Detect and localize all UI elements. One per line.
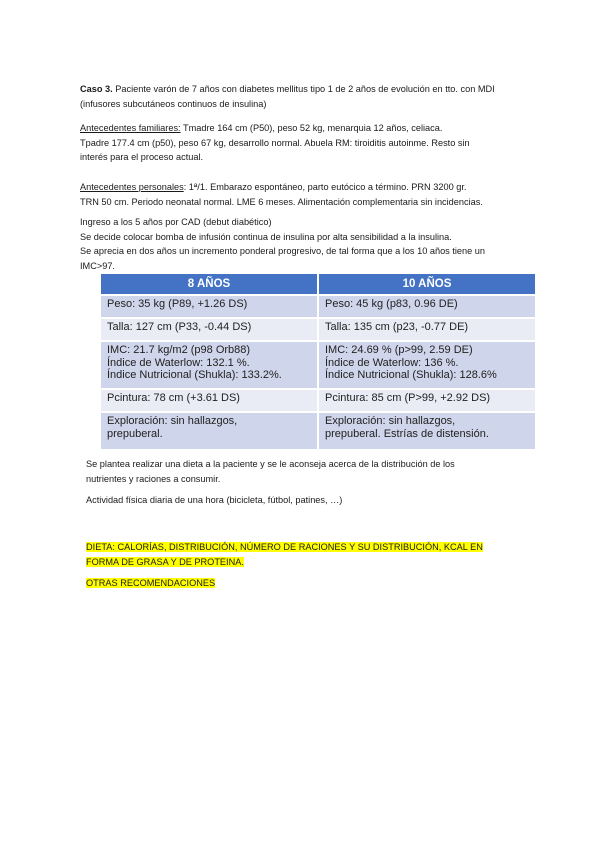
personal-history-line: : 1ª/1. Embarazo espontáneo, parto eutócico a término. PRN 3200 gr. [183,182,467,192]
table-cell [318,412,536,450]
table-cell [100,389,318,412]
family-history-line: interés para el proceso actual. [80,152,204,163]
admission [80,215,540,273]
table-cell [318,295,536,318]
task-other [86,576,546,591]
cell-line: Índice de Waterlow: 132.1 %. [107,356,250,369]
table-row-exam [100,412,536,450]
table-cell [318,318,536,341]
cell-line: Peso: 35 kg (P89, +1.26 DS) [107,298,248,310]
table-header-8y: 8 AÑOS [100,273,318,295]
family-history-label: Antecedentes familiares: [80,123,181,133]
task-diet [86,540,546,569]
case-intro [80,82,540,111]
cell-line: Peso: 45 kg (p83, 0.96 DE) [325,298,458,310]
table-cell [100,318,318,341]
table-cell [100,341,318,389]
plan-line: Se plantea realizar una dieta a la paciente y se le aconseja acerca de la distribución de los [86,459,455,469]
plan-line: nutrientes y raciones a consumir. [86,473,221,484]
admission-line: IMC>97. [80,260,115,271]
task-diet-line: FORMA DE GRASA Y DE PROTEINA. [86,556,244,567]
cell-line: IMC: 21.7 kg/m2 (p98 Orb88) [107,344,251,356]
table-row-height [100,318,536,341]
table-cell [100,295,318,318]
case-title: Caso 3. [80,84,113,94]
cell-line: Índice Nutricional (Shukla): 133.2%. [107,369,282,382]
table-row-weight [100,295,536,318]
family-history [80,121,540,165]
cell-line: Pcintura: 78 cm (+3.61 DS) [107,392,240,404]
physical-activity [86,493,546,508]
admission-line: Se decide colocar bomba de infusión continua de insulina por alta sensibilidad a la insulina. [80,231,452,242]
admission-line: Ingreso a los 5 años por CAD (debut diabético) [80,217,272,227]
case-line: (infusores subcutáneos continuos de insulina) [80,98,267,109]
personal-history-label: Antecedentes personales [80,182,184,192]
table-cell [100,412,318,450]
activity-line: Actividad física diaria de una hora (bicicleta, fútbol, patines, …) [86,495,343,505]
cell-line: IMC: 24.69 % (p>99, 2.59 DE) [325,344,473,356]
task-other-line: OTRAS RECOMENDACIONES [86,578,216,588]
cell-line: Exploración: sin hallazgos, [107,415,238,427]
table-header-10y: 10 AÑOS [318,273,536,295]
cell-line: Talla: 127 cm (P33, -0.44 DS) [107,321,252,333]
growth-table [100,273,536,450]
admission-line: Se aprecia en dos años un incremento ponderal progresivo, de tal forma que a los 10 años tiene un [80,246,486,257]
task-diet-line: DIETA: CALORÍAS, DISTRIBUCIÓN, NÚMERO DE RACIONES Y SU DISTRIBUCIÓN, KCAL EN [86,542,483,552]
cell-line: Exploración: sin hallazgos, [325,415,456,427]
table-row-bmi [100,341,536,389]
cell-line: Talla: 135 cm (p23, -0.77 DE) [325,321,469,333]
family-history-line: Tpadre 177.4 cm (p50), peso 67 kg, desarrollo normal. Abuela RM: tiroiditis autoinme. Resto sin [80,137,470,148]
cell-line: prepuberal. Estrías de distensión. [325,427,489,440]
case-line: Paciente varón de 7 años con diabetes mellitus tipo 1 de 2 años de evolución en tto. con MDI [115,84,495,94]
cell-line: Pcintura: 85 cm (P>99, +2.92 DS) [325,392,491,404]
personal-history-line: TRN 50 cm. Periodo neonatal normal. LME 6 meses. Alimentación complementaria sin incidencias. [80,196,483,207]
diet-plan [86,457,546,486]
personal-history [80,180,540,209]
table-cell [318,389,536,412]
cell-line: prepuberal. [107,427,163,440]
cell-line: Índice Nutricional (Shukla): 128.6% [325,369,497,382]
cell-line: Índice de Waterlow: 136 %. [325,356,459,369]
table-row-waist [100,389,536,412]
table-cell [318,341,536,389]
family-history-line: Tmadre 164 cm (P50), peso 52 kg, menarquia 12 años, celiaca. [180,123,443,133]
